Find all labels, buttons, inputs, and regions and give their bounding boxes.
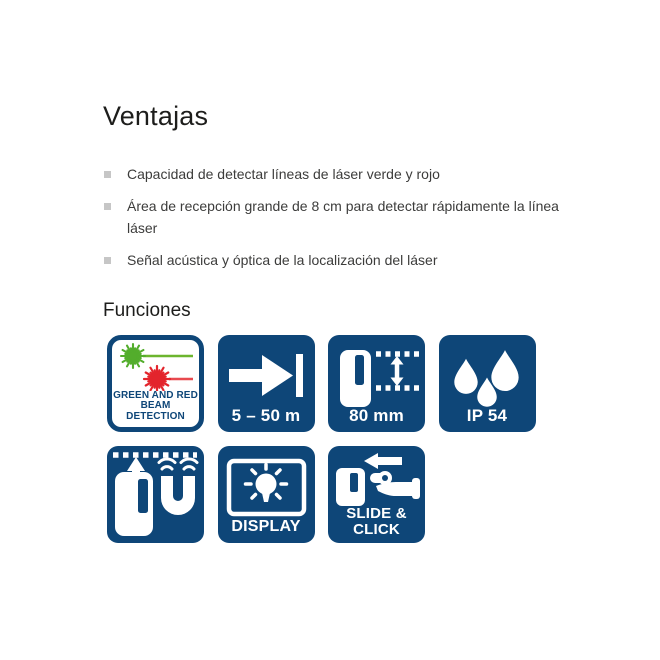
feature-tile-label: [346, 506, 407, 543]
content-area: [103, 100, 573, 543]
label-line: GREEN AND RED: [113, 389, 198, 401]
water-drops-icon: [439, 343, 536, 407]
tile-protection-class: [439, 335, 536, 432]
advantages-list: [103, 164, 573, 271]
label-line: SLIDE &: [346, 505, 407, 523]
list-item: [103, 250, 573, 272]
feature-tile-label: [113, 391, 198, 428]
green-red-laser-starburst-icon: [112, 341, 199, 391]
arrow-to-wall-icon: [218, 343, 315, 407]
receiver-height-arrow-icon: [328, 343, 425, 407]
light-bulb-display-icon: [218, 454, 315, 518]
advantages-title: Ventajas: [103, 101, 209, 131]
label-line: CLICK: [353, 520, 400, 538]
advantage-text: Capacidad de detectar líneas de láser verde y rojo: [127, 166, 440, 183]
receiver-magnet-icon: [107, 446, 204, 543]
feature-tile-label: DISPLAY: [231, 518, 301, 536]
tile-illuminated-display: [218, 446, 315, 543]
tile-working-range: [218, 335, 315, 432]
feature-tiles-grid: [107, 335, 552, 543]
feature-tile-label: 5 – 50 m: [231, 406, 301, 426]
list-item: [103, 196, 573, 239]
advantage-text: Señal acústica y óptica de la localización del láser: [127, 251, 438, 268]
bullet-square-icon: [104, 171, 111, 178]
tile-reception-area: [328, 335, 425, 432]
feature-tile-label: IP 54: [466, 406, 508, 426]
slide-click-mount-icon: [328, 450, 425, 506]
functions-title: Funciones: [103, 300, 191, 322]
list-item: [103, 164, 573, 186]
advantage-text: Área de recepción grande de 8 cm para detectar rápidamente la línea láser: [127, 198, 559, 236]
tile-magnetic-mount: [107, 446, 204, 543]
tile-green-red-beam-detection: [107, 335, 204, 432]
bullet-square-icon: [104, 203, 111, 210]
label-line: DETECTION: [126, 410, 185, 422]
tile-slide-and-click: [328, 446, 425, 543]
bullet-square-icon: [104, 257, 111, 264]
label-line: BEAM: [140, 400, 171, 412]
feature-tile-label: 80 mm: [349, 406, 404, 426]
